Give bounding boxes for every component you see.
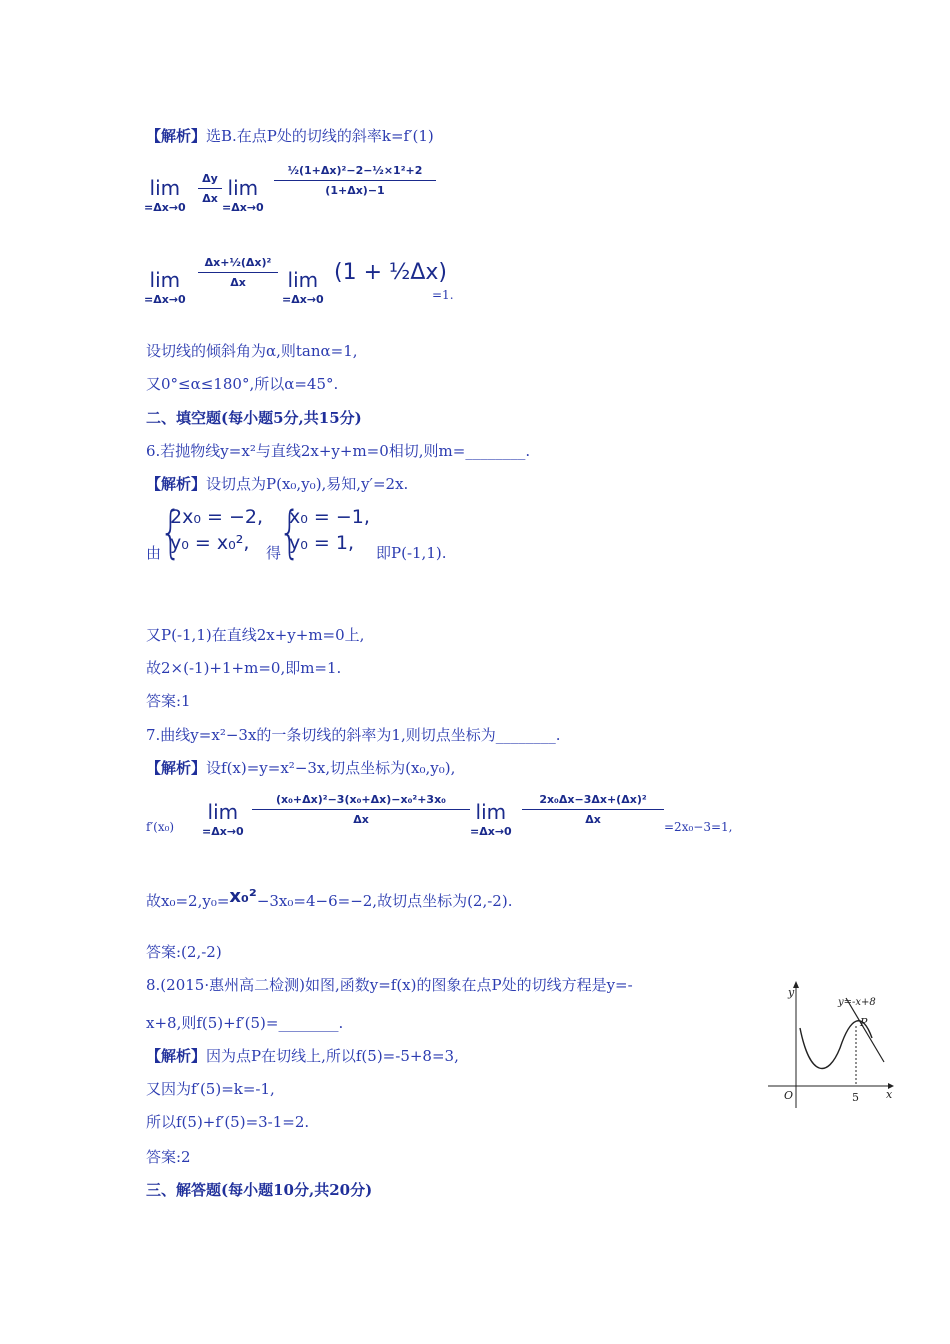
section-3-title: 三、解答题(每小题10分,共20分) [146,1181,373,1199]
lim-sub: =Δx→0 [144,293,186,306]
system-1-eq-a: 2x₀ = −2, [170,506,263,528]
fraction-3 [198,256,278,289]
lim-word: lim [287,268,319,292]
lim-sub: =Δx→0 [202,825,244,838]
frac-den: Δx [353,813,369,826]
solution-text: 设f(x)=y=x²−3x,切点坐标为(x₀,y₀), [206,759,456,777]
q6-question: 6.若抛物线y=x²与直线2x+y+m=0相切,则m=________. [146,442,531,460]
limit-3 [144,268,186,306]
lim-sub: =Δx→0 [222,201,264,214]
system-2 [289,504,370,556]
paren-expression: (1 + ½Δx) [334,260,447,285]
frac-num: 2x₀Δx−3Δx+(Δx)² [539,793,647,806]
q6-you: 由 [146,544,162,562]
q6-solution-line [146,477,408,492]
lim-sub: =Δx→0 [144,201,186,214]
solution-text: 选B.在点P处的切线的斜率k=f′(1) [206,127,434,145]
frac-den: (1+Δx)−1 [325,184,385,197]
tangent-line-label: y=-x+8 [838,997,876,1008]
solution-tag: 【解析】 [146,1047,207,1065]
conclusion-part-b: −3x₀=4−6=−2,故切点坐标为(2,-2). [256,892,513,910]
result-equals-1: =1. [432,288,454,302]
q8-line3: 所以f(5)+f′(5)=3-1=2. [146,1113,310,1131]
solution-text: 设切点为P(x₀,y₀),易知,y′=2x. [206,475,409,493]
frac-den: Δx [585,813,601,826]
frac-num: Δx+½(Δx)² [204,256,272,269]
limit-4 [282,268,324,306]
q7-solution-line [146,761,455,776]
q7-conclusion [146,886,513,910]
q7-fraction-2 [522,793,664,826]
origin-label: O [784,1089,794,1102]
frac-den: Δx [202,192,218,205]
conclusion-x0-squared: x₀² [229,886,257,907]
q6-conclusion-point: 即P(-1,1). [376,544,447,562]
lim-sub: =Δx→0 [470,825,512,838]
q7-fraction-1 [252,793,470,826]
frac-den: Δx [230,276,246,289]
solution-tag: 【解析】 [146,759,207,777]
frac-num: Δy [202,172,218,185]
q8-question-b: x+8,则f(5)+f′(5)=________. [146,1014,344,1032]
frac-num: ½(1+Δx)²−2−½×1²+2 [287,164,423,177]
q7-answer: 答案:(2,-2) [146,943,222,961]
solution-tag: 【解析】 [146,475,207,493]
x-label: x [886,1088,893,1101]
left-brace: { [279,500,301,565]
section-2-title: 二、填空题(每小题5分,共15分) [146,409,362,427]
lim-sub: =Δx→0 [282,293,324,306]
limit-1 [144,176,186,214]
limit-6 [470,800,512,838]
q5-solution-line [146,129,434,144]
lim-word: lim [149,176,181,200]
system-1-eq-b: y₀ = x₀², [170,532,250,554]
point-p-label: P [860,1016,868,1029]
system-2-eq-b: y₀ = 1, [289,532,354,554]
lim-word: lim [227,176,259,200]
y-label: y [788,986,795,999]
q6-de: 得 [266,544,282,562]
limit-5 [202,800,244,838]
fraction-2 [274,164,436,197]
lim-word: lim [475,800,507,824]
lim-word: lim [149,268,181,292]
q8-solution-line [146,1049,459,1064]
system-1 [170,504,263,556]
q6-answer: 答案:1 [146,692,191,710]
left-brace: { [160,500,182,565]
q7-question: 7.曲线y=x²−3x的一条切线的斜率为1,则切点坐标为________. [146,726,561,744]
lim-word: lim [207,800,239,824]
q6-line-again: 又P(-1,1)在直线2x+y+m=0上, [146,626,365,644]
function-graph [760,978,900,1118]
q7-result: =2x₀−3=1, [664,820,733,834]
tick-5-label: 5 [852,1091,859,1104]
frac-num: (x₀+Δx)²−3(x₀+Δx)−x₀²+3x₀ [275,793,446,806]
q7-fprime: f′(x₀) [146,820,175,834]
q8-question-a: 8.(2015·惠州高二检测)如图,函数y=f(x)的图象在点P处的切线方程是y=- [146,976,633,994]
q8-answer: 答案:2 [146,1148,191,1166]
range-line: 又0°≤α≤180°,所以α=45°. [146,375,339,393]
solution-text: 因为点P在切线上,所以f(5)=-5+8=3, [206,1047,459,1065]
conclusion-part-a: 故x₀=2,y₀= [146,892,230,910]
q6-therefore: 故2×(-1)+1+m=0,即m=1. [146,659,342,677]
fraction-dy-dx [198,172,222,205]
angle-line: 设切线的倾斜角为α,则tanα=1, [146,342,358,360]
q8-line2: 又因为f′(5)=k=-1, [146,1080,275,1098]
solution-tag: 【解析】 [146,127,207,145]
system-2-eq-a: x₀ = −1, [289,506,370,528]
limit-2 [222,176,264,214]
